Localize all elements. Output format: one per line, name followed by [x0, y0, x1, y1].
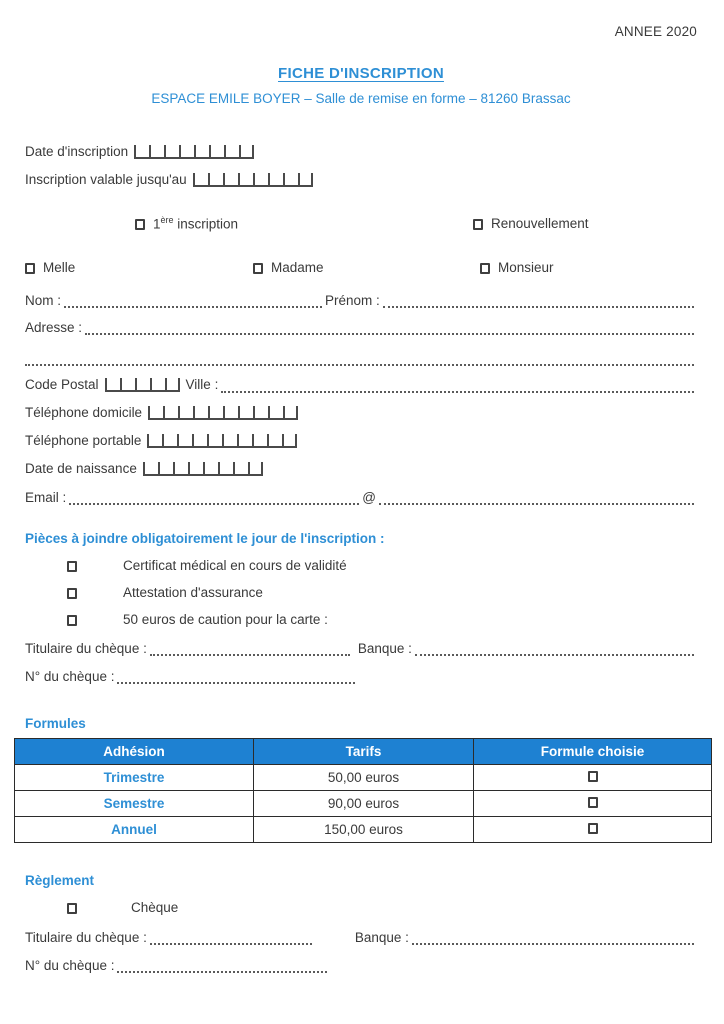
nom-input-line[interactable]	[64, 294, 322, 308]
nom-label: Nom :	[25, 293, 62, 308]
cheque-label: Chèque	[131, 900, 179, 915]
prenom-input-line[interactable]	[383, 294, 694, 308]
tarif-semestre: 90,00 euros	[254, 791, 474, 817]
cheque-number-row-1	[25, 666, 697, 684]
code-postal-row	[25, 375, 697, 393]
email-domain-input-line[interactable]	[379, 491, 694, 505]
adhesion-semestre: Semestre	[15, 791, 254, 817]
tel-portable-cells[interactable]	[147, 433, 297, 448]
madame-label: Madame	[271, 259, 324, 275]
formules-heading: Formules	[25, 716, 86, 731]
choice-trimestre-checkbox[interactable]	[588, 771, 598, 782]
email-row	[25, 487, 697, 505]
first-inscription-option[interactable]	[135, 215, 238, 232]
reglement-heading: Règlement	[25, 873, 95, 888]
cheque-holder-row-1	[25, 638, 697, 656]
titulaire-label-1: Titulaire du chèque :	[25, 641, 147, 656]
first-inscription-checkbox[interactable]	[135, 219, 145, 230]
table-row	[15, 791, 712, 817]
renewal-label: Renouvellement	[491, 215, 589, 231]
header-tarifs: Tarifs	[254, 739, 474, 765]
code-postal-label: Code Postal	[25, 376, 99, 392]
header-formule-choisie: Formule choisie	[474, 739, 712, 765]
numero-label-2: N° du chèque :	[25, 958, 115, 973]
certificat-item[interactable]	[25, 558, 697, 573]
cheque-number-row-2	[25, 955, 697, 973]
tel-portable-label: Téléphone portable	[25, 432, 142, 448]
ville-label: Ville :	[185, 376, 219, 392]
adhesion-annuel: Annuel	[15, 817, 254, 843]
prenom-label: Prénom :	[325, 293, 380, 308]
choice-annuel-cell	[474, 817, 712, 843]
monsieur-label: Monsieur	[498, 259, 554, 275]
numero-label-1: N° du chèque :	[25, 669, 115, 684]
tarif-annuel: 150,00 euros	[254, 817, 474, 843]
email-local-input-line[interactable]	[69, 491, 359, 505]
page-subtitle: ESPACE EMILE BOYER – Salle de remise en forme – 81260 Brassac	[151, 91, 571, 106]
valid-until-label: Inscription valable jusqu'au	[25, 171, 187, 187]
formules-table-header-row	[15, 739, 712, 765]
numero-input-line-1[interactable]	[117, 670, 355, 684]
naissance-cells[interactable]	[143, 461, 263, 476]
table-row	[15, 765, 712, 791]
certificat-label: Certificat médical en cours de validité	[123, 558, 347, 573]
tel-domicile-cells[interactable]	[148, 405, 298, 420]
table-row	[15, 817, 712, 843]
date-inscription-cells[interactable]	[134, 144, 254, 159]
header-adhesion: Adhésion	[15, 739, 254, 765]
first-inscription-label: 1ère inscription	[153, 214, 239, 232]
date-inscription-label: Date d'inscription	[25, 143, 129, 159]
choice-semestre-checkbox[interactable]	[588, 797, 598, 808]
choice-trimestre-cell	[474, 765, 712, 791]
tel-portable-row	[25, 431, 697, 449]
valid-until-row	[25, 170, 697, 188]
naissance-row	[25, 459, 697, 477]
banque-label-1: Banque :	[357, 641, 412, 656]
choice-annuel-checkbox[interactable]	[588, 823, 598, 834]
attestation-item[interactable]	[25, 585, 697, 600]
titulaire-input-line-2[interactable]	[150, 931, 312, 945]
valid-until-cells[interactable]	[193, 172, 313, 187]
melle-label: Melle	[43, 259, 76, 275]
adresse-row	[25, 317, 697, 335]
tarif-trimestre: 50,00 euros	[254, 765, 474, 791]
titulaire-input-line-1[interactable]	[150, 642, 350, 656]
naissance-label: Date de naissance	[25, 460, 137, 476]
banque-label-2: Banque :	[354, 930, 409, 945]
madame-option[interactable]	[253, 260, 324, 275]
year-label: ANNEE 2020	[614, 24, 697, 39]
adresse-input-line-2[interactable]	[25, 352, 694, 366]
email-label: Email :	[25, 490, 67, 505]
cheque-checkbox[interactable]	[67, 903, 77, 914]
monsieur-option[interactable]	[480, 260, 554, 275]
renewal-checkbox[interactable]	[473, 219, 483, 230]
banque-input-line-1[interactable]	[415, 642, 694, 656]
monsieur-checkbox[interactable]	[480, 263, 490, 274]
code-postal-cells[interactable]	[105, 377, 180, 392]
certificat-checkbox[interactable]	[67, 561, 77, 572]
page-title: FICHE D'INSCRIPTION	[278, 65, 444, 82]
melle-checkbox[interactable]	[25, 263, 35, 274]
adhesion-trimestre: Trimestre	[15, 765, 254, 791]
attestation-label: Attestation d'assurance	[123, 585, 263, 600]
renewal-option[interactable]	[473, 216, 589, 231]
titulaire-label-2: Titulaire du chèque :	[25, 930, 147, 945]
nom-prenom-row	[25, 290, 697, 308]
madame-checkbox[interactable]	[253, 263, 263, 274]
numero-input-line-2[interactable]	[117, 959, 327, 973]
caution-item[interactable]	[25, 612, 697, 627]
melle-option[interactable]	[25, 260, 75, 275]
adresse-row-2	[25, 348, 697, 366]
cheque-item[interactable]	[25, 900, 697, 915]
tel-domicile-row	[25, 403, 697, 421]
tel-domicile-label: Téléphone domicile	[25, 404, 143, 420]
caution-label: 50 euros de caution pour la carte :	[123, 612, 328, 627]
formules-table	[14, 738, 712, 843]
at-sign: @	[362, 490, 376, 505]
documents-heading: Pièces à joindre obligatoirement le jour de l'inscription :	[25, 531, 385, 546]
attestation-checkbox[interactable]	[67, 588, 77, 599]
inscription-type-row	[25, 214, 697, 232]
adresse-label: Adresse :	[25, 320, 83, 335]
caution-checkbox[interactable]	[67, 615, 77, 626]
date-inscription-row	[25, 142, 697, 160]
choice-semestre-cell	[474, 791, 712, 817]
cheque-holder-row-2	[25, 927, 697, 945]
adresse-input-line[interactable]	[85, 321, 694, 335]
banque-input-line-2[interactable]	[412, 931, 694, 945]
ville-input-line[interactable]	[221, 379, 694, 393]
civility-row	[25, 258, 697, 276]
